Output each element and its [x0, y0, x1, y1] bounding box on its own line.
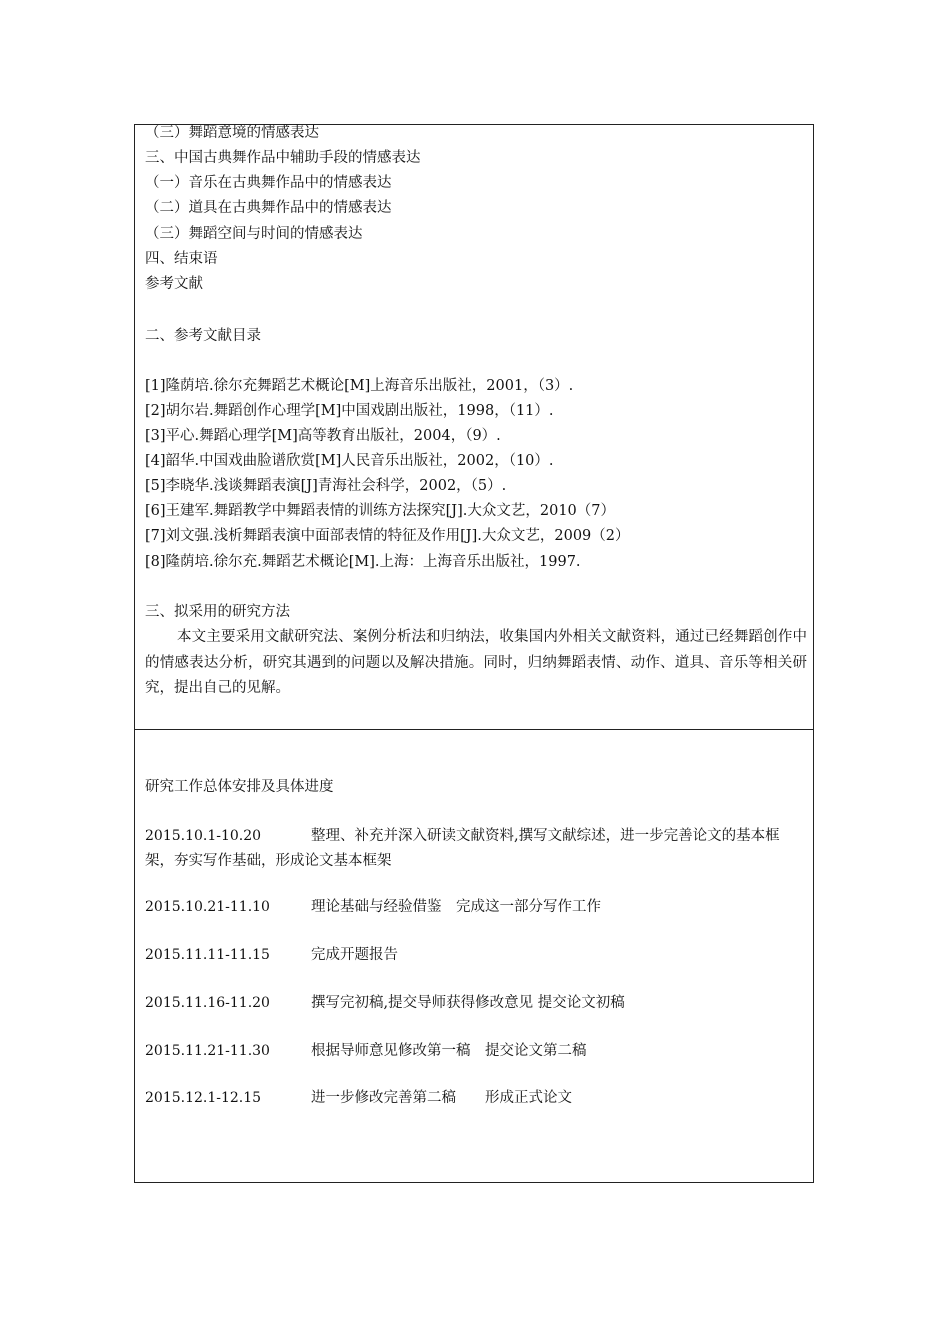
schedule-date: 2015.11.21-11.30 — [145, 1043, 270, 1059]
schedule-heading: 研究工作总体安排及具体进度 — [145, 779, 334, 795]
reference-item: [6]王建军.舞蹈教学中舞蹈表情的训练方法探究[J].大众文艺，2010（7） — [145, 503, 616, 519]
reference-item: [2]胡尔岩.舞蹈创作心理学[M]中国戏剧出版社，1998，（11）. — [145, 403, 554, 419]
schedule-task: 理论基础与经验借鉴 完成这一部分写作工作 — [311, 899, 601, 915]
outline-line: （二）道具在古典舞作品中的情感表达 — [145, 200, 392, 216]
schedule-task: 整理、补充并深入研读文献资料,撰写文献综述，进一步完善论文的基本框架，夯实写作基础，形成论文基本框架 — [145, 828, 780, 869]
schedule-cell — [135, 730, 813, 1182]
outline-line: （一）音乐在古典舞作品中的情感表达 — [145, 175, 392, 191]
reference-item: [3]平心.舞蹈心理学[M]高等教育出版社，2004，（9）. — [145, 428, 501, 444]
reference-item: [4]韶华.中国戏曲脸谱欣赏[M]人民音乐出版社，2002，（10）. — [145, 453, 554, 469]
outline-line: （三）舞蹈意境的情感表达 — [145, 125, 319, 141]
reference-item: [1]隆荫培.徐尔充舞蹈艺术概论[M]上海音乐出版社，2001，（3）. — [145, 378, 574, 394]
schedule-date: 2015.10.1-10.20 — [145, 828, 262, 844]
outline-line: （三）舞蹈空间与时间的情感表达 — [145, 226, 363, 242]
schedule-date: 2015.12.1-12.15 — [145, 1090, 262, 1106]
reference-item: [7]刘文强.浅析舞蹈表演中面部表情的特征及作用[J].大众文艺，2009（2） — [145, 528, 630, 544]
outline-line: 三、中国古典舞作品中辅助手段的情感表达 — [145, 150, 421, 166]
schedule-task: 撰写完初稿,提交导师获得修改意见 提交论文初稿 — [311, 995, 625, 1011]
schedule-task: 根据导师意见修改第一稿 提交论文第二稿 — [311, 1043, 587, 1059]
methods-heading: 三、拟采用的研究方法 — [145, 604, 290, 620]
schedule-task: 进一步修改完善第二稿 形成正式论文 — [311, 1090, 572, 1106]
outline-line: 参考文献 — [145, 276, 203, 292]
reference-item: [8]隆荫培.徐尔充.舞蹈艺术概论[M].上海：上海音乐出版社，1997. — [145, 554, 581, 570]
proposal-table — [134, 124, 814, 1183]
references-heading: 二、参考文献目录 — [145, 328, 261, 344]
reference-item: [5]李晓华.浅谈舞蹈表演[J]青海社会科学，2002，（5）. — [145, 478, 507, 494]
schedule-date: 2015.10.21-11.10 — [145, 899, 270, 915]
schedule-row — [145, 824, 807, 874]
methods-paragraph: 本文主要采用文献研究法、案例分析法和归纳法，收集国内外相关文献资料，通过已经舞蹈创作中的情感表达分析，研究其遇到的问题以及解决措施。同时，归纳舞蹈表情、动作、道具、音乐等相关研究，提出自己的见解。 — [145, 629, 807, 696]
schedule-date: 2015.11.16-11.20 — [145, 995, 270, 1011]
outline-line: 四、结束语 — [145, 251, 218, 267]
outline-cell — [135, 125, 813, 730]
schedule-date: 2015.11.11-11.15 — [145, 947, 270, 963]
schedule-task: 完成开题报告 — [311, 947, 398, 963]
